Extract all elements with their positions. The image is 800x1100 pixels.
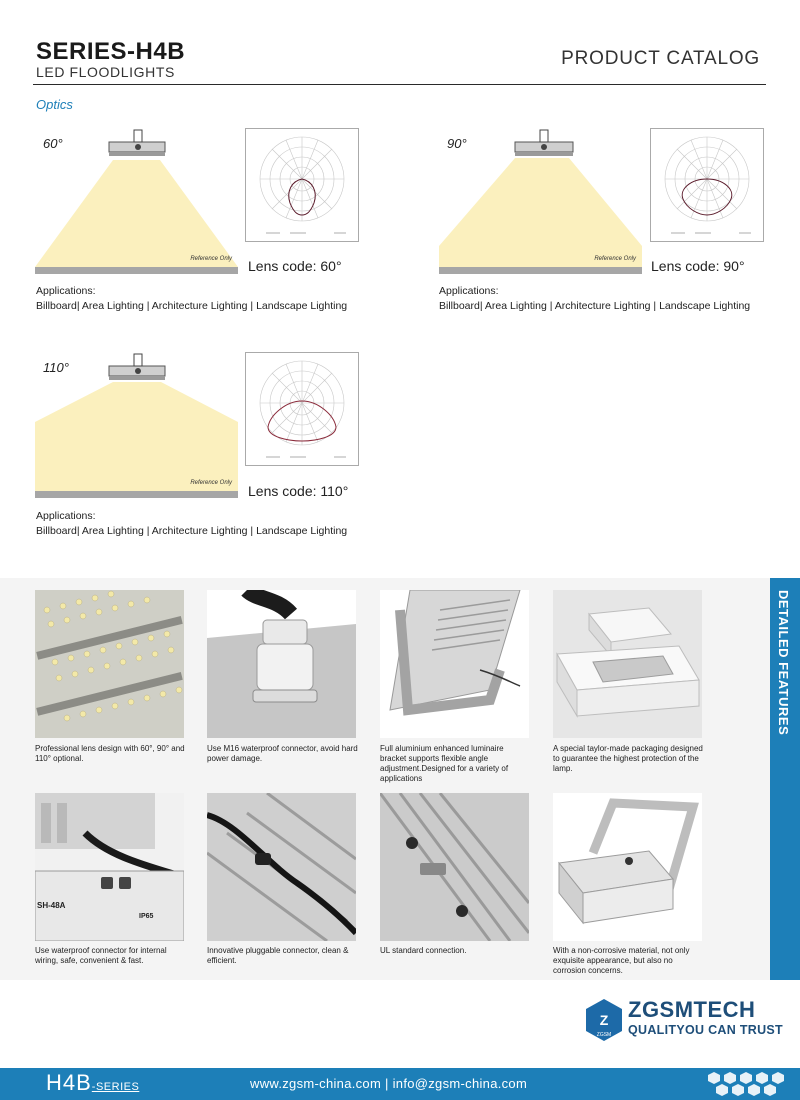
features-sidebar-title: DETAILED FEATURES (776, 590, 791, 736)
feature-image-ul-connection (380, 793, 529, 941)
driver-rating: IP65 (139, 913, 154, 920)
applications-label: Applications: (439, 285, 499, 297)
lens-code-label: Lens code: 60° (248, 258, 342, 274)
company-tagline: QUALITYOU CAN TRUST (628, 1023, 783, 1037)
series-subtitle: LED FLOODLIGHTS (36, 64, 175, 80)
footer-bar (0, 1068, 800, 1100)
beam-diagram-110 (35, 352, 238, 498)
polar-chart (246, 353, 358, 465)
beam-floor (35, 267, 238, 274)
footer-series-suffix: -SERIES (91, 1081, 140, 1093)
polar-curve-90 (650, 128, 764, 242)
beam-angle-label: 110° (43, 360, 69, 375)
feature-caption: Use waterproof connector for internal wiring, safe, convenient & fast. (35, 946, 167, 965)
optics-section-label: Optics (36, 97, 73, 112)
feature-image-packaging (553, 590, 702, 738)
polar-curve-60 (245, 128, 359, 242)
company-name: ZGSMTECH (628, 997, 756, 1022)
applications-list: Billboard| Area Lighting | Architecture Lighting | Landscape Lighting (36, 525, 348, 537)
applications-list: Billboard| Area Lighting | Architecture Lighting | Landscape Lighting (439, 300, 751, 312)
feature-caption: Innovative pluggable connector, clean & efficient. (207, 946, 349, 965)
header-divider (33, 84, 766, 85)
beam-illustration (35, 128, 238, 274)
lens-code-label: Lens code: 110° (248, 483, 349, 499)
company-logo-icon (586, 999, 622, 1041)
beam-illustration (439, 128, 642, 274)
applications-label: Applications: (36, 285, 96, 297)
svg-text:Z: Z (599, 1012, 609, 1028)
polar-chart (651, 129, 763, 241)
footer-contact[interactable]: www.zgsm-china.com | info@zgsm-china.com (250, 1076, 528, 1091)
feature-image-wiring (35, 793, 184, 941)
beam-angle-label: 60° (43, 136, 63, 151)
feature-caption: UL standard connection. (380, 946, 467, 955)
beam-diagram-60 (35, 128, 238, 274)
feature-caption: With a non-corrosive material, not only exquisite appearance, but also no corrosion concerns. (553, 946, 690, 975)
beam-angle-label: 90° (447, 136, 467, 151)
feature-image-lens (35, 590, 184, 738)
beam-diagram-90 (439, 128, 642, 274)
applications-list: Billboard| Area Lighting | Architecture Lighting | Landscape Lighting (36, 300, 348, 312)
features-sidebar (770, 578, 800, 980)
feature-image-housing (553, 793, 702, 941)
reference-note: Reference Only (594, 256, 636, 262)
polar-curve-110 (245, 352, 359, 466)
feature-image-connector (207, 590, 356, 738)
logo-mark-text: ZGSM (596, 1032, 612, 1038)
reference-note: Reference Only (190, 480, 232, 486)
hexagon-pattern-icon (706, 1070, 786, 1098)
feature-caption: Use M16 waterproof connector, avoid hard power damage. (207, 744, 358, 763)
feature-caption: Full aluminium enhanced luminaire bracket supports flexible angle adjustment.Designed for a variety of applications (380, 744, 509, 783)
feature-image-pluggable (207, 793, 356, 941)
lens-code-label: Lens code: 90° (651, 258, 745, 274)
footer-series-name: H4B (46, 1070, 92, 1095)
driver-label: SH-48A (37, 901, 66, 910)
applications-label: Applications: (36, 510, 96, 522)
footer-series (46, 1070, 139, 1096)
feature-caption: Professional lens design with 60°, 90° and 110° optional. (35, 744, 185, 763)
feature-image-bracket (380, 590, 529, 738)
reference-note: Reference Only (190, 256, 232, 262)
beam-floor (439, 267, 642, 274)
series-title: SERIES-H4B (36, 38, 186, 65)
beam-floor (35, 491, 238, 498)
feature-caption: A special taylor-made packaging designed to guarantee the highest protection of the lamp. (553, 744, 703, 773)
polar-chart (246, 129, 358, 241)
catalog-title: PRODUCT CATALOG (561, 48, 760, 69)
